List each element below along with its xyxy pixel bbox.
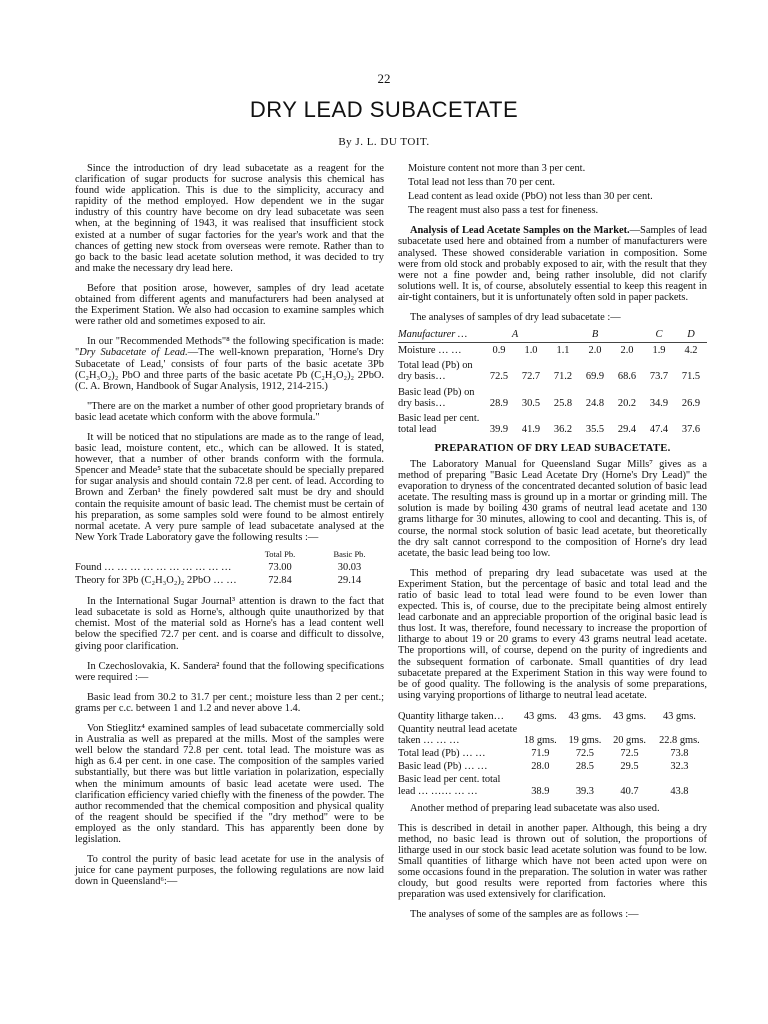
specification-item: Lead content as lead oxide (PbO) not less than 30 per cent. <box>408 191 653 203</box>
group-header: A <box>511 329 519 341</box>
results-table <box>75 548 384 587</box>
table-cell: 35.5 <box>585 423 605 435</box>
row-label: Manufacturer … <box>398 329 468 341</box>
table-cell: 73.7 <box>649 371 669 383</box>
row-label: Theory for 3Pb (C₂H₃O₂)₂ 2PbO … … <box>75 575 237 587</box>
table-row <box>75 561 384 574</box>
table-cell: 29.4 <box>617 423 637 435</box>
specification-item: The reagent must also pass a test for fineness. <box>408 205 599 217</box>
table-cell: 1.1 <box>556 345 570 357</box>
table-cell: 28.0 <box>531 761 550 773</box>
table-row <box>398 343 707 359</box>
manufacturer-analysis-table <box>398 327 707 437</box>
table-row <box>75 574 384 587</box>
table-cell: 18 gms. <box>523 735 557 747</box>
column-header: Basic Pb. <box>333 548 366 559</box>
section-heading: PREPARATION OF DRY LEAD SUBACETATE. <box>434 442 671 454</box>
table-cell: 47.4 <box>649 423 669 435</box>
paragraph: This is described in detail in another paper. Although, this being a dry method, no basic lead is thrown out of solution, the proportions of litharge used in our stock basic lead acetate solution was found to be low. Small quantities of litharge which have not been acted upon were on some occasions found in the preparation. The solution in water was rather cloudy, but good results were reported from factories where this preparation was used extensively for clarification. <box>398 822 707 901</box>
table-cell: 34.9 <box>649 397 669 409</box>
author-byline: By J. L. DU TOIT. <box>338 136 430 148</box>
table-row <box>398 358 707 384</box>
table-cell: 40.7 <box>620 785 639 797</box>
paragraph: Before that position arose, however, samples of dry lead acetate obtained from different agents and manufacturers had been analysed at the Experiment Station. We also had occasion to examine samples which were rather old and sometimes exposed to air. <box>75 282 384 328</box>
row-label: Basic lead per cent. total lead <box>398 412 480 435</box>
paragraph: To control the purity of basic lead acetate for use in the analysis of juice for cane payment purposes, the following regulations are now laid down in Queensland⁶:— <box>75 854 384 888</box>
table-cell: 72.84 <box>268 575 292 587</box>
paragraph: "There are on the market a number of other good proprietary brands of basic lead acetate which conform with the above formula." <box>75 400 384 423</box>
row-label: Quantity neutral lead acetate taken … … … <box>398 724 518 747</box>
table-cell: 43 gms. <box>662 710 696 722</box>
column-header: Total Pb. <box>264 548 296 559</box>
table-cell: 24.8 <box>585 397 605 409</box>
run-in-heading: Analysis of Lead Acetate Samples on the Market. <box>410 225 630 237</box>
paragraph: In the International Sugar Journal³ attention is drawn to the fact that lead subacetate is sold as Horne's, although quite unauthorized by that chemist. Most of the material sold as Horne's has a lead content well below the specified 72.7 per cent. and is coarse and difficult to dissolve, giving poor clarification. <box>75 596 384 652</box>
preparation-analysis-table <box>398 710 707 798</box>
table-cell: 43.8 <box>670 785 689 797</box>
table-cell: 2.0 <box>620 345 634 357</box>
table-cell: 22.8 gms. <box>659 735 700 747</box>
table-cell: 28.5 <box>575 761 594 773</box>
table-row <box>398 773 707 797</box>
table-cell: 37.6 <box>681 423 701 435</box>
table-row <box>398 385 707 411</box>
table-cell: 41.9 <box>521 423 541 435</box>
paragraph: This method of preparing dry lead subacetate was used at the Experiment Station, but the percentage of basic and total lead and the ratio of basic lead to total lead were found to be even lower than expected. This is, of course, due to the precipitate being almost entirely lead carbonate and an appreciable proportion of the original basic lead is thus lost. It was, therefore, found necessary to increase the proportion of litharge to about 19 or 20 grams to every 43 grams neutral lead acetate. The proportions will, of course, depend on the purity of ingredients and the subsequent formation of carbonate. Small quantities of dry lead subacetate prepared at the Experiment Station in this way were found to be of good quality. The following is the analysis of some preparations, using varying proportions of litharge to neutral lead acetate. <box>398 567 707 701</box>
table-row <box>398 411 707 437</box>
paragraph: The Laboratory Manual for Queensland Sugar Mills⁷ gives as a method of preparing "Basic Lead Acetate Dry (Horne's Dry Lead)" the evaporation to dryness of the concentrated decanted solution of basic lead acetate. The resulting mass is ground up in a mortar or grinding mill. The solution is made by boiling 430 grams of neutral lead acetate and 130 grams litharge for 30 minutes, allowing to cool and decanting. This is, of course, the normal stock solution of basic lead acetate, but theoretically the dry salt cannot correspond to the composition of Horne's dry lead acetate, the basic lead being too low. <box>398 458 707 559</box>
paragraph: It will be noticed that no stipulations are made as to the range of lead, basic lead, moisture content, etc., which can be allowed. It is stated, however, that a number of other brands conform with the formula. Spencer and Meade⁵ state that the subacetate should be specially prepared for sugar analysis and should contain 72.8 per cent. of lead. According to Brown and Zerban¹ the finely powdered salt must be dry and should contain the requisite amount of basic lead. The chemist must be certain of his preparation, as some samples sold were found to be almost entirely normal acetate. A very pure sample of lead subacetate analysed at the New York Trade Laboratory gave the following results :— <box>75 431 384 543</box>
paragraph: Von Stieglitz⁴ examined samples of lead subacetate commercially sold in Australia as well as prepared at the mills. Most of the samples were well below the standard 72.8 per cent. total lead. The moisture was as high as 6.4 per cent. in one case. The composition of the samples varied substantially, but there was but little variation in polarization, especially when the minimum amounts of basic lead acetate were used. The clarification efficiency varied chiefly with the fineness of the powder. The author recommended that the chemical composition and physical quality of the reagent should be specified if the "dry method" were to be employed as the only standard. This has apparently been done by legislation. <box>75 723 384 845</box>
paragraph: Another method of preparing lead subacetate was also used. <box>410 802 660 814</box>
table-cell: 25.8 <box>553 397 573 409</box>
table-cell: 20.2 <box>617 397 637 409</box>
table-cell: 73.00 <box>268 562 292 573</box>
table-row <box>398 710 707 723</box>
table-cell: 71.5 <box>681 371 701 383</box>
page-number: 22 <box>377 71 391 86</box>
table-row <box>398 760 707 773</box>
table-cell: 43 gms. <box>568 710 602 722</box>
table-cell: 38.9 <box>531 785 550 797</box>
paragraph: The analyses of some of the samples are as follows :— <box>410 909 639 921</box>
paragraph: In Czechoslovakia, K. Sandera² found that the following specifications were required :— <box>75 660 384 683</box>
table-cell: 29.14 <box>337 575 362 587</box>
article-title: DRY LEAD SUBACETATE <box>249 97 519 122</box>
table-cell: 30.03 <box>337 562 362 573</box>
table-cell: 68.6 <box>617 371 637 383</box>
table-cell: 72.5 <box>620 748 639 760</box>
row-label: Total lead (Pb) … … <box>398 748 486 760</box>
table-cell: 43 gms. <box>613 710 646 722</box>
table-cell: 71.9 <box>531 748 550 760</box>
table-cell: 26.9 <box>681 397 701 409</box>
row-label: Basic lead (Pb) … … <box>398 761 488 773</box>
paragraph: Since the introduction of dry lead subacetate as a reagent for the clarification of sugar products for sucrose analysis this chemical has found wide application. This is due to the simplicity, accuracy and rapidity of the method employed. How dependent we in the sugar industry of this country have become on dry lead subacetate was seen when, at the beginning of 1943, it was realised that insufficient stock existed at a number of sugar factories for the year's work and that the chances of getting new stock from overseas were remote. Rather than to go back to the basic lead acetate solution method, it was decided to try and make the necessary dry lead here. <box>75 163 384 274</box>
specification-item: Moisture content not more than 3 per cent. <box>408 163 586 174</box>
row-label: Quantity litharge taken… <box>398 710 504 722</box>
paragraph: Analysis of Lead Acetate Samples on the Market.—Samples of lead subacetate used here and obtained from a number of manufacturers were analysed. These showed considerable variation in composition. Some were from old stock and probably exposed to air, with the result that they were not a fine powder and, being rather insoluble, did not clarify solutions well. It is, of course, absolutely essential to keep this reagent in air-tight containers, but it is unfortunately often sold in paper packets. <box>398 225 707 303</box>
table-cell: 72.5 <box>489 371 509 383</box>
table-cell: 72.5 <box>575 748 594 760</box>
paragraph: The analyses of samples of dry lead subacetate :— <box>410 312 621 324</box>
table-cell: 4.2 <box>684 345 698 357</box>
right-column <box>398 163 707 929</box>
table-cell: 72.7 <box>521 371 541 383</box>
left-column <box>75 163 384 896</box>
table-cell: 36.2 <box>553 423 573 435</box>
row-label: Total lead (Pb) on dry basis… <box>398 360 473 383</box>
table-cell: 32.3 <box>670 761 689 773</box>
paragraph: Basic lead from 30.2 to 31.7 per cent.; moisture less than 2 per cent.; grams per c.c. between 1 and 1.2 and never above 1.4. <box>75 691 384 714</box>
table-cell: 29.5 <box>620 761 639 773</box>
group-header: B <box>591 329 599 341</box>
table-cell: 73.8 <box>670 748 689 760</box>
group-header: D <box>687 329 695 341</box>
table-cell: 19 gms. <box>568 735 602 747</box>
group-header: C <box>655 329 663 341</box>
table-row <box>398 723 707 747</box>
table-cell: 39.3 <box>575 785 594 797</box>
table-cell: 30.5 <box>521 397 541 409</box>
table-cell: 2.0 <box>588 345 602 357</box>
row-label: Basic lead (Pb) on dry basis… <box>398 386 475 409</box>
table-row <box>398 747 707 760</box>
row-label: Basic lead per cent. total lead … …… … … <box>398 774 501 797</box>
specification-item: Total lead not less than 70 per cent. <box>408 177 556 189</box>
paragraph: In our "Recommended Methods"⁸ the following specification is made: "Dry Subacetate of Lead.—The well-known preparation, 'Horne's Dry Subacetate of Lead,' consists of four parts of the basic acetate 3Pb (C₂H₃O₂)₂ PbO and three parts of the basic acetate Pb (C₂H₃O₂)₂ 2PbO. (C. A. Brown, Handbook of Sugar Analysis, 1912, 214-215.) <box>75 336 384 392</box>
table-cell: 28.9 <box>489 397 509 409</box>
table-cell: 20 gms. <box>613 735 646 747</box>
table-cell: 43 gms. <box>523 710 557 722</box>
table-cell: 69.9 <box>585 371 605 383</box>
table-cell: 0.9 <box>492 345 506 357</box>
table-cell: 71.2 <box>553 371 573 383</box>
row-label: Moisture … … <box>398 345 462 357</box>
table-cell: 39.9 <box>489 423 509 435</box>
table-cell: 1.9 <box>652 345 666 357</box>
row-label: Found … … … … … … … … … … <box>75 562 232 573</box>
table-cell: 1.0 <box>524 345 538 357</box>
